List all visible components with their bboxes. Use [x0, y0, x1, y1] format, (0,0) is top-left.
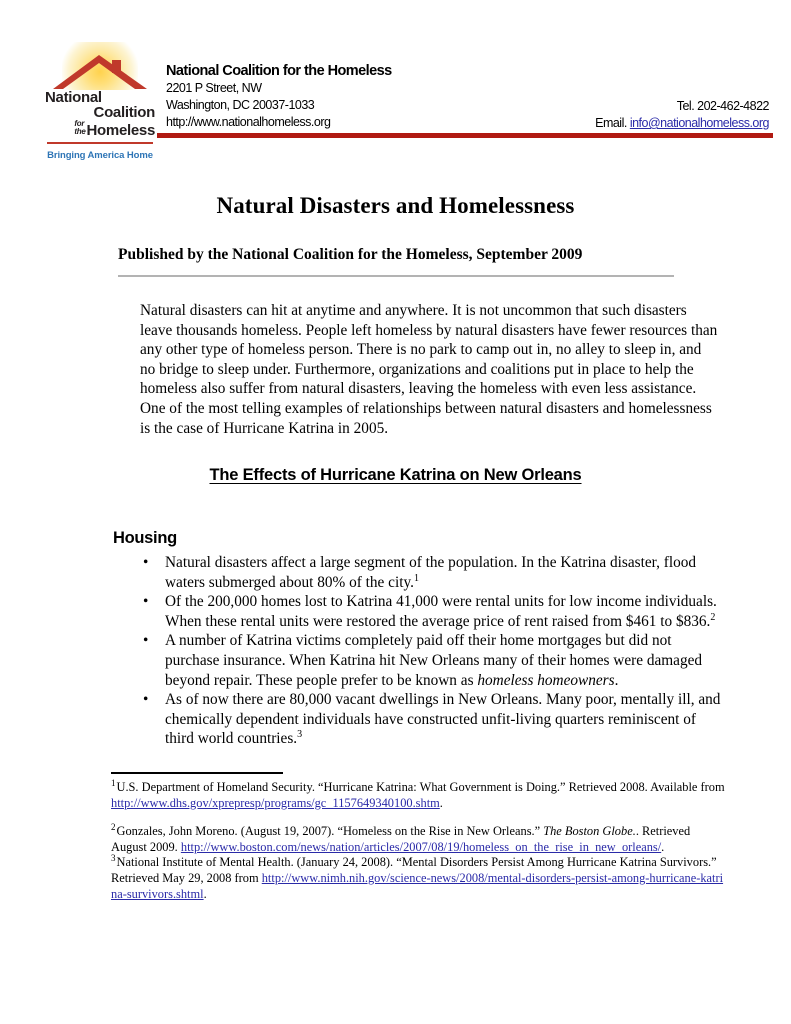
address-street: 2201 P Street, NW	[166, 81, 262, 95]
footnote-marker[interactable]: 2	[710, 611, 716, 623]
footnote-text-end: .	[439, 795, 443, 810]
footnote-number: 1	[111, 777, 116, 788]
organization-contact	[595, 98, 769, 132]
footnote-url-link[interactable]: http://www.nimh.nih.gov/science-news/2008/mental-disorders-persist-among-hurricane-katrina-survivors.shtml	[111, 870, 724, 901]
bullet-icon: •	[143, 632, 149, 650]
footnote-spacer	[111, 811, 725, 824]
footnote-text-end: .	[661, 839, 665, 854]
footnote-marker[interactable]: 1	[413, 572, 419, 584]
list-item	[113, 592, 723, 631]
logo-wordmark	[44, 90, 156, 139]
footnote-number: 2	[111, 822, 116, 833]
page-title: Natural Disasters and Homelessness	[216, 193, 575, 218]
header-red-rule	[157, 133, 773, 138]
list-item-text: A number of Katrina victims completely paid off their home mortgages but did not purchase insurance. When Katrina hit New Orleans many of their homes were damaged beyond repair. These people prefer to be known as homeless homeowners.	[165, 632, 703, 689]
footnote-url-link[interactable]: http://www.dhs.gov/xprepresp/programs/gc_1157649340100.shtm	[111, 795, 440, 810]
email-line	[595, 115, 769, 132]
bullet-icon: •	[143, 593, 149, 611]
footnote-publication: The Boston Globe.	[543, 824, 636, 839]
footnote-1	[111, 777, 725, 811]
subsection-heading-housing: Housing	[113, 529, 177, 547]
page-subtitle: Published by the National Coalition for the Homeless, September 2009	[118, 246, 583, 263]
footnote-text: National Institute of Mental Health. (January 24, 2008). “Mental Disorders Persist Among Hurricane Katrina Survivors.” Retrieved May 29, 2008 from	[111, 855, 717, 885]
list-item-text: Natural disasters affect a large segment of the population. In the Katrina disaster, flood waters submerged about 80% of the city.$^1$	[165, 554, 697, 591]
list-item-text: Of the 200,000 homes lost to Katrina 41,000 were rental units for low income individuals. When these rental units were restored the average price of rent raised from $461 to $836.$^2$	[165, 593, 717, 630]
logo-roof-icon	[53, 55, 147, 89]
bullet-icon: •	[143, 691, 149, 709]
telephone-number: Tel. 202-462-4822	[676, 99, 769, 113]
bullet-icon: •	[143, 554, 149, 571]
logo-word-coalition: Coalition	[93, 104, 155, 121]
email-link[interactable]: info@nationalhomeless.org	[629, 116, 769, 130]
logo-tagline: Bringing America Home	[47, 150, 153, 161]
footnote-text-end: .	[203, 886, 207, 901]
footnote-text: U.S. Department of Homeland Security. “Hurricane Katrina: What Government is Doing.” Retrieved 2008. Available from	[116, 780, 725, 794]
logo-word-for-the: for the	[74, 119, 86, 136]
logo-house-icon	[44, 42, 156, 92]
list-item	[113, 690, 723, 749]
logo-word-national: National	[45, 89, 102, 106]
section-heading	[0, 466, 791, 485]
email-label: Email.	[595, 116, 627, 130]
footnote-number: 3	[111, 853, 116, 864]
list-item	[113, 631, 723, 690]
housing-bullet-list	[113, 553, 723, 749]
logo-word-homeless: for the Homeless	[74, 119, 155, 139]
footnote-url-link[interactable]: http://www.boston.com/news/nation/articles/2007/08/19/homeless_on_the_rise_in_new_orleans/	[180, 839, 662, 854]
footnote-text: Gonzales, John Moreno. (August 19, 2007). “Homeless on the Rise in New Orleans.”	[116, 824, 544, 839]
organization-address	[166, 62, 392, 131]
address-city-state-zip: Washington, DC 20037-1033	[166, 98, 315, 112]
intro-paragraph: Natural disasters can hit at anytime and anywhere. It is not uncommon that such disasters leave thousands homeless. People left homeless by natural disasters have fewer resources than any other type of homeless person. There is no park to camp out in, no alley to sleep in, and no bridge to sleep under. Furthermore, organizations and coalitions put in place to help the homeless also suffer from natural disasters, leaving the homeless with even less assistance. One of the most telling examples of relationships between natural disasters and homelessness is the case of Hurricane Katrina in 2005.	[140, 302, 718, 437]
footnote-marker[interactable]: 3	[297, 729, 303, 741]
emphasized-term: homeless homeowners	[477, 671, 615, 689]
footnote-text-mid: . Retrieved August 2009.	[111, 824, 691, 854]
footnote-separator	[111, 772, 283, 774]
section-heading-text: The Effects of Hurricane Katrina on New Orleans	[209, 466, 582, 484]
list-item	[113, 553, 723, 592]
list-item-text: As of now there are 80,000 vacant dwellings in New Orleans. Many poor, mentally ill, and chemically dependent individuals have constructed unfit-living quarters reminiscent of third world countries.$^3$	[165, 691, 721, 748]
document-header	[0, 0, 791, 165]
organization-website: http://www.nationalhomeless.org	[166, 115, 331, 129]
logo-divider	[47, 142, 153, 144]
organization-logo	[44, 42, 156, 161]
footnote-2	[111, 824, 725, 855]
footnote-list	[111, 777, 725, 902]
organization-name: National Coalition for the Homeless	[166, 63, 392, 79]
subtitle-divider	[118, 275, 674, 277]
footnote-3	[111, 855, 725, 902]
